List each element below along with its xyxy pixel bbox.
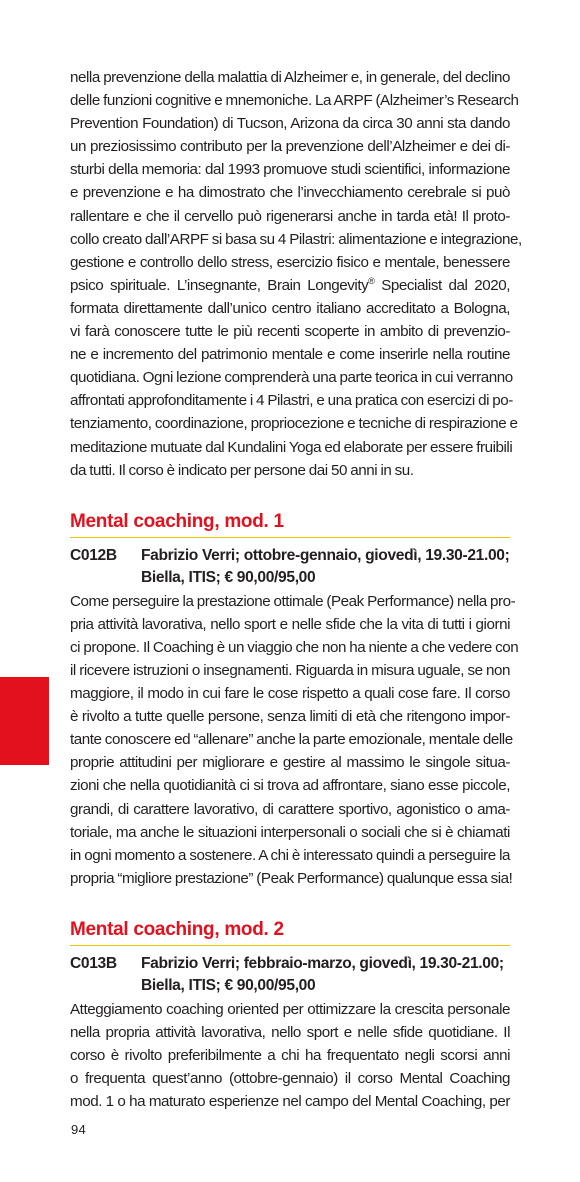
text-line: maggiore, il modo in cui fare le cose rispetto a quali cose fare. Il corso: [70, 685, 510, 703]
page-content: [70, 66, 522, 1113]
section-title: Mental coaching, mod. 1: [70, 510, 510, 538]
course-info: [141, 953, 504, 997]
text-line: rallentare e che il cervello può rigenerarsi anche in tarda età! Il proto-: [70, 207, 510, 225]
text-line: sturbi della memoria: dal 1993 promuove studi scientifici, informazione: [70, 161, 510, 179]
course-location-price: Biella, ITIS; € 90,00/95,00: [141, 568, 316, 586]
text-line: propria “migliore prestazione” (Peak Performance) qualunque essa sia!: [70, 869, 513, 887]
text-line: in ogni momento a sostenere. A chi è interessato quindi a perseguire la: [70, 846, 510, 864]
course-description: [70, 590, 519, 890]
text-line: [70, 274, 510, 297]
text-line: è rivolto a tutte quelle persone, senza limiti di età che ritengono impor-: [70, 708, 510, 726]
text-line: un preziosissimo contributo per la prevenzione dell’Alzheimer e dei di-: [70, 138, 510, 156]
text-line: corso è rivolto preferibilmente a chi ha frequentato negli scorsi anni: [70, 1047, 510, 1065]
course-header: [70, 545, 510, 589]
text-fragment: psico spirituale. L’insegnante, Brain Longevity: [70, 276, 369, 294]
course-description: [70, 998, 510, 1113]
course-teacher-schedule: Fabrizio Verri; febbraio-marzo, giovedì, 19.30-21.00;: [141, 954, 504, 972]
text-line: ne e incremento del patrimonio mentale e come inserirle nella routine: [70, 346, 510, 364]
course-info: [141, 545, 509, 589]
course-header: [70, 953, 510, 997]
section-color-tab: [0, 677, 49, 765]
section-title: Mental coaching, mod. 2: [70, 918, 510, 946]
text-line: il ricevere istruzioni o insegnamenti. Riguarda in misura uguale, se non: [70, 661, 510, 679]
text-line: ci propone. Il Coaching è un viaggio che non ha niente a che vedere con: [70, 638, 519, 656]
text-line: grandi, di carattere lavorativo, di carattere sportivo, agonistico o ama-: [70, 800, 510, 818]
text-line: quotidiana. Ogni lezione comprenderà una parte teorica in cui verranno: [70, 369, 513, 387]
course-code: C013B: [70, 954, 117, 972]
course-location-price: Biella, ITIS; € 90,00/95,00: [141, 976, 316, 994]
text-line: nella propria attività lavorativa, nello sport e nelle sfide quotidiane. Il: [70, 1024, 510, 1041]
text-fragment: Specialist dal 2020,: [374, 276, 511, 294]
text-line: affrontati approfonditamente i 4 Pilastri, e una pratica con esercizi di po-: [70, 392, 513, 410]
text-line: Prevention Foundation) di Tucson, Arizona da circa 30 anni sta dando: [70, 115, 510, 133]
text-line: mod. 1 o ha maturato esperienze nel campo del Mental Coaching, per: [70, 1093, 510, 1111]
course-code: C012B: [70, 546, 117, 564]
intro-paragraph: [70, 66, 522, 482]
text-line: da tutti. Il corso è indicato per persone dai 50 anni in su.: [70, 461, 414, 479]
text-line: vi farà conoscere tutte le più recenti scoperte in ambito di prevenzio-: [70, 323, 510, 341]
text-line: zioni che nella quotidianità ci si trova ad affrontare, siano esse piccole,: [70, 777, 510, 795]
registered-mark: ®: [368, 275, 375, 286]
text-line: tante conoscere ed “allenare” anche la parte emozionale, mentale delle: [70, 731, 513, 749]
text-line: e prevenzione e ha dimostrato che l’invecchiamento cerebrale si può: [70, 184, 510, 202]
course-section: [70, 918, 510, 1113]
text-line: Atteggiamento coaching oriented per ottimizzare la crescita personale: [70, 1000, 510, 1018]
text-line: gestione e controllo dello stress, esercizio fisico e mentale, benessere: [70, 253, 510, 271]
text-line: nella prevenzione della malattia di Alzheimer e, in generale, del declino: [70, 69, 510, 86]
text-line: o frequenta quest’anno (ottobre-gennaio) il corso Mental Coaching: [70, 1070, 510, 1088]
text-line: proprie attitudini per migliorare e gestire al massimo le singole situa-: [70, 754, 510, 772]
text-line: formata direttamente dall’unico centro italiano accreditato a Bologna,: [70, 299, 510, 317]
text-line: delle funzioni cognitive e mnemoniche. La ARPF (Alzheimer’s Research: [70, 92, 519, 110]
text-line: tenziamento, coordinazione, propriocezione e tecniche di respirazione e: [70, 415, 518, 433]
text-line: collo creato dall’ARPF si basa su 4 Pilastri: alimentazione e integrazione,: [70, 230, 522, 248]
text-line: pria attività lavorativa, nello sport e nelle sfide che la vita di tutti i giorni: [70, 615, 510, 633]
text-line: toriale, ma anche le situazioni interpersonali o sociali che si è chiamati: [70, 823, 510, 841]
course-section: [70, 510, 519, 890]
text-line: Come perseguire la prestazione ottimale (Peak Performance) nella pro-: [70, 592, 516, 610]
course-teacher-schedule: Fabrizio Verri; ottobre-gennaio, giovedì, 19.30-21.00;: [141, 546, 510, 564]
text-line: meditazione mutuate dal Kundalini Yoga ed elaborate per essere fruibili: [70, 438, 513, 456]
page-number: 94: [71, 1122, 87, 1137]
